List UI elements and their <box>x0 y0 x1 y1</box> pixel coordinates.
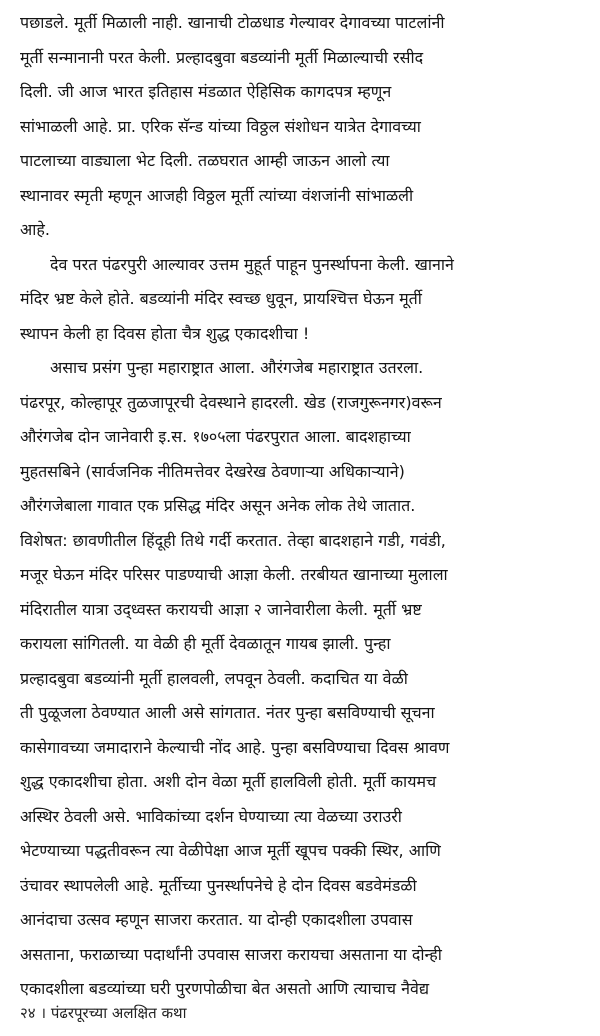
text-line: मंदिर भ्रष्ट केले होते. बडव्यांनी मंदिर स्वच्छ धुवून, प्रायश्चित्त घेऊन मूर्ती <box>20 289 422 308</box>
footer-separator: । <box>40 1004 47 1022</box>
text-line: औरंगजेबाला गावात एक प्रसिद्ध मंदिर असून अनेक लोक तेथे जातात. <box>20 496 416 515</box>
text-line: आहे. <box>20 220 50 239</box>
text-line: मूर्ती सन्मानानी परत केली. प्रल्हादबुवा बडव्यांनी मूर्ती मिळाल्याची रसीद <box>20 47 424 67</box>
text-line: करायला सांगितली. या वेळी ही मूर्ती देवळातून गायब झाली. पुन्हा <box>20 634 391 653</box>
text-line: उंचावर स्थापलेली आहे. मूर्तीच्या पुनर्स्थापनेचे हे दोन दिवस बडवेमंडळी <box>20 875 417 895</box>
body-text <box>20 6 582 1007</box>
page-footer <box>20 996 580 1030</box>
text-line: सांभाळली आहे. प्रा. एरिक सॅन्ड यांच्या विठ्ठल संशोधन यात्रेत देगावच्या <box>20 116 421 136</box>
text-line: भेटण्याच्या पद्धतीवरून त्या वेळीपेक्षा आज मूर्ती खूपच पक्की स्थिर, आणि <box>20 841 441 860</box>
text-line: ती पुळूजला ठेवण्यात आली असे सांगतात. नंतर पुन्हा बसविण्याची सूचना <box>20 703 435 722</box>
text-line: स्थापन केली हा दिवस होता चैत्र शुद्ध एकादशीचा ! <box>20 323 310 343</box>
text-line: अस्थिर ठेवली असे. भाविकांच्या दर्शन घेण्याच्या त्या वेळच्या उराउरी <box>20 806 402 826</box>
text-line: औरंगजेब दोन जानेवारी इ.स. १७०५ला पंढरपुरात आला. बादशहाच्या <box>20 427 411 446</box>
text-line: शुद्ध एकादशीचा होता. अशी दोन वेळा मूर्ती हालविली होती. मूर्ती कायमच <box>20 772 437 791</box>
text-line: प्रल्हादबुवा बडव्यांनी मूर्ती हालवली, लपवून ठेवली. कदाचित या वेळी <box>20 668 408 688</box>
text-line: स्थानावर स्मृती म्हणून आजही विठ्ठल मूर्ती त्यांच्या वंशजांनी सांभाळली <box>20 185 414 205</box>
text-line: पंढरपूर, कोल्हापूर तुळजापूरची देवस्थाने हादरली. खेड (राजगुरूनगर)वरून <box>20 392 442 412</box>
book-title: पंढरपूरच्या अलक्षित कथा <box>50 1004 187 1022</box>
text-line: दिली. जी आज भारत इतिहास मंडळात ऐहिसिक कागदपत्र म्हणून <box>20 82 392 101</box>
text-line: मुहतसबिने (सार्वजनिक नीतिमत्तेवर देखरेख ठेवणाऱ्या अधिकाऱ्याने) <box>20 461 405 481</box>
paragraph-start-line: असाच प्रसंग पुन्हा महाराष्ट्रात आला. औरंगजेब महाराष्ट्रात उतरला. <box>50 358 424 377</box>
text-line: कासेगावच्या जमादाराने केल्याची नोंद आहे. पुन्हा बसविण्याचा दिवस श्रावण <box>20 737 450 757</box>
text-line: आनंदाचा उत्सव म्हणून साजरा करतात. या दोन्ही एकादशीला उपवास <box>20 910 413 929</box>
text-line: मजूर घेऊन मंदिर परिसर पाडण्याची आज्ञा केली. तरबीयत खानाच्या मुलाला <box>20 565 448 584</box>
text-line: पाटलाच्या वाड्याला भेट दिली. तळघरात आम्ही जाऊन आलो त्या <box>20 151 390 170</box>
text-line: असताना, फराळाच्या पदार्थांनी उपवास साजरा करायचा असताना या दोन्ही <box>20 944 442 964</box>
page-number: २४ <box>20 1004 36 1022</box>
text-line: पछाडले. मूर्ती मिळाली नाही. खानाची टोळधाड गेल्यावर देगावच्या पाटलांनी <box>20 13 445 32</box>
paragraph-start-line: देव परत पंढरपुरी आल्यावर उत्तम मुहूर्त पाहून पुनर्स्थापना केली. खानाने <box>50 254 454 274</box>
text-line: एकादशीला बडव्यांच्या घरी पुरणपोळीचा बेत असतो आणि त्याचाच नैवेद्य <box>20 979 430 998</box>
text-line: विशेषत: छावणीतील हिंदूही तिथे गर्दी करतात. तेव्हा बादशहाने गडी, गवंडी, <box>20 530 446 550</box>
text-line: मंदिरातील यात्रा उद्ध्वस्त करायची आज्ञा २ जानेवारीला केली. मूर्ती भ्रष्ट <box>20 599 422 619</box>
